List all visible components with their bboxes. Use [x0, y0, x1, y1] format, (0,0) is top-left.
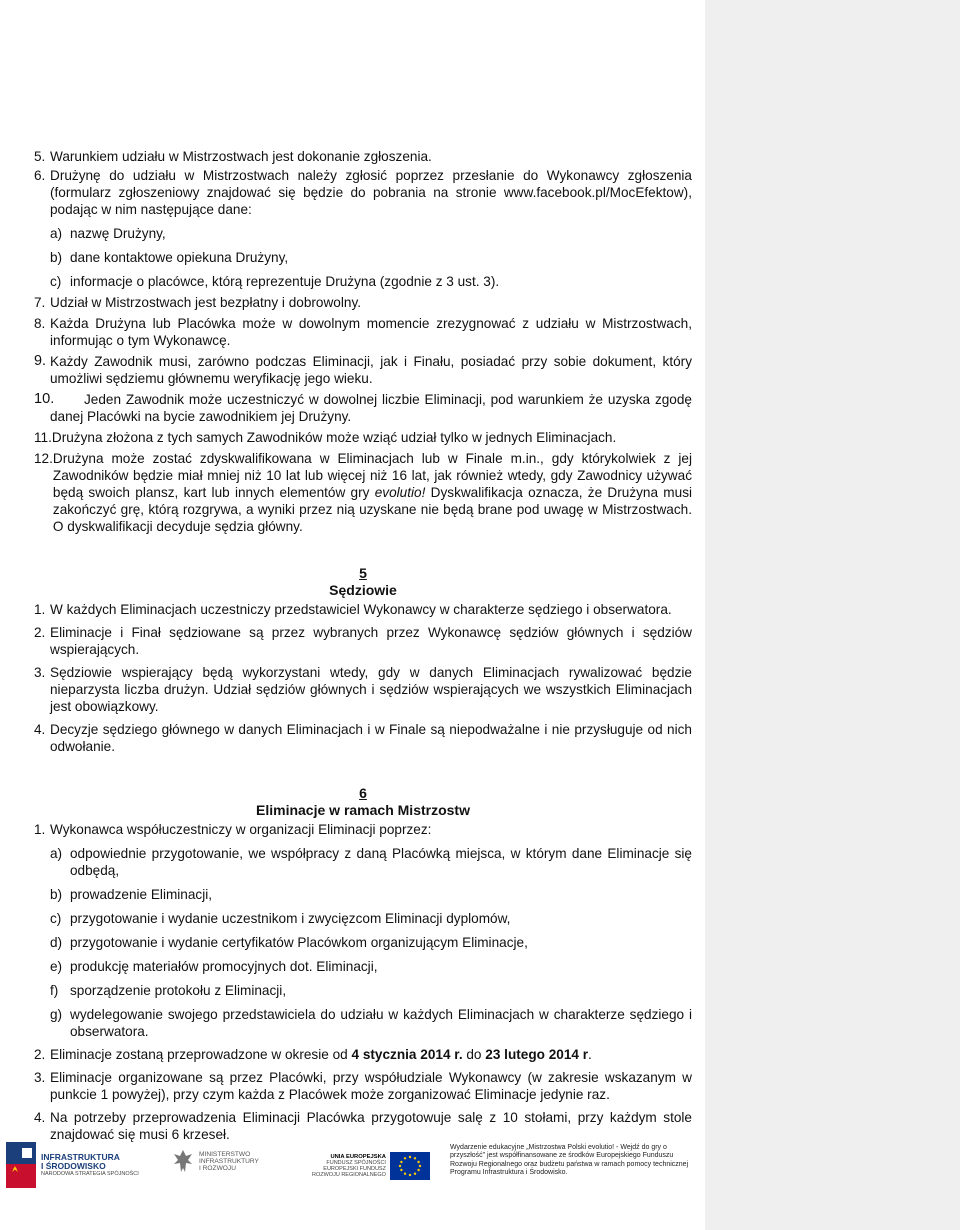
logo-line: EUROPEJSKI FUNDUSZ [323, 1166, 386, 1173]
item-text: Decyzje sędziego głównego w danych Eliminacjach i w Finale są niepodważalne i nie przysługuje od nich odwołanie. [50, 722, 692, 754]
list-item [34, 391, 692, 425]
item-text: Każdy Zawodnik musi, zarówno podczas Eliminacji, jak i Finału, posiadać przy sobie dokument, który umożliwi sędziemu głównemu weryfikację jego wieku. [50, 354, 692, 386]
sub-item [50, 249, 692, 266]
game-name: evolutio! [374, 485, 426, 500]
list-item [34, 1046, 692, 1063]
sub-text: prowadzenie Eliminacji, [70, 887, 213, 902]
sub-text: przygotowanie i wydanie uczestnikom i zwycięzcom Eliminacji dyplomów, [70, 911, 511, 926]
sub-item [50, 934, 692, 951]
sub-letter: b) [50, 250, 63, 265]
nss-emblem-icon [6, 1142, 36, 1188]
sub-text: sporządzenie protokołu z Eliminacji, [70, 983, 287, 998]
logo-line: I ŚRODOWISKO [41, 1161, 106, 1171]
list-item [34, 721, 692, 755]
item-number: 2. [34, 625, 46, 640]
item-text-part: Eliminacje zostaną przeprowadzone w okresie od [50, 1047, 352, 1062]
sub-item [50, 910, 692, 927]
sub-text: nazwę Drużyny, [70, 226, 166, 241]
logo-line: NARODOWA STRATEGIA SPÓJNOŚCI [41, 1171, 139, 1177]
eagle-emblem-icon [172, 1148, 194, 1174]
item-number: 11. [34, 430, 52, 445]
sub-letter: a) [50, 226, 63, 241]
item-text-part: Dyskwalifikacja oznacza, że Drużyna musi zakończyć grę, którą rozgrywa, a wyniki przez nią uzyskane nie będą brane pod uwagę w Mistrzostwach. O dyskwalifikacji decyduje sędzia główny. [52, 485, 693, 534]
item-number: 2. [34, 1047, 46, 1062]
sub-item [50, 1006, 692, 1040]
item-number: 1. [34, 602, 46, 617]
item-text: Udział w Mistrzostwach jest bezpłatny i dobrowolny. [50, 295, 362, 310]
logo-line: INFRASTRUKTURY [199, 1157, 259, 1165]
item-number: 4. [34, 1110, 46, 1125]
section-number: 6 [359, 785, 367, 801]
item-text: Eliminacje organizowane są przez Placówki, przy współudziale Wykonawcy (w zakresie wskazanym w punkcie 1 powyżej), przy czym każda z Placówek może zorganizować Eliminacje jedynie raz. [50, 1070, 692, 1102]
logo-line: MINISTERSTWO [199, 1150, 251, 1158]
list-item [34, 450, 692, 535]
item-text: Sędziowie wspierający będą wykorzystani wtedy, gdy w danych Eliminacjach rywalizować będzie nieparzysta liczba drużyn. Udział sędziów głównych i sędziów wspierających we wszystkich Eliminacjach jest obowiązkowy. [50, 665, 692, 714]
item-number: 8. [34, 316, 46, 331]
item-number: 3. [34, 665, 46, 680]
logo-line: I ROZWOJU [199, 1164, 236, 1172]
item-text: Eliminacje i Finał sędziowane są przez wybranych przez Wykonawcę sędziów głównych i sędziów wspierających. [50, 625, 692, 657]
item-number: 4. [34, 722, 46, 737]
list-item [34, 821, 692, 838]
sub-text: dane kontaktowe opiekuna Drużyny, [70, 250, 289, 265]
sub-letter: b) [50, 887, 63, 902]
list-item [34, 1069, 692, 1103]
list-item [34, 601, 692, 618]
sub-letter: g) [50, 1007, 63, 1022]
logo-text [199, 1151, 259, 1172]
logo-unia-europejska [312, 1152, 430, 1180]
logo-line: ROZWOJU REGIONALNEGO [312, 1172, 386, 1179]
item-number: 1. [34, 822, 46, 837]
list-item [34, 148, 692, 165]
item-number: 7. [34, 295, 46, 310]
item-text-part: . [588, 1047, 592, 1062]
sub-letter: e) [50, 959, 63, 974]
sub-item [50, 958, 692, 975]
document-page [34, 148, 692, 1143]
item-number: 10. [34, 391, 55, 407]
funding-note [450, 1144, 695, 1178]
sub-item [50, 982, 692, 999]
sub-text: wydelegowanie swojego przedstawiciela do udziału w każdych Eliminacjach w charakterze sędziego i obserwatora. [70, 1007, 692, 1039]
start-date: 4 stycznia 2014 r. [351, 1047, 463, 1062]
list-item [34, 294, 692, 311]
sub-text: przygotowanie i wydanie certyfikatów Placówkom organizującym Eliminacje, [70, 935, 528, 950]
list-item [34, 353, 692, 387]
sub-letter: c) [50, 274, 62, 289]
sub-text: produkcję materiałów promocyjnych dot. Eliminacji, [70, 959, 378, 974]
logo-ministerstwo [172, 1148, 259, 1174]
eu-flag-icon [390, 1152, 430, 1180]
list-item [34, 167, 692, 218]
item-text: Wykonawca współuczestniczy w organizacji Eliminacji poprzez: [50, 822, 432, 837]
list-item [34, 429, 692, 446]
item-text: W każdych Eliminacjach uczestniczy przedstawiciel Wykonawcy w charakterze sędziego i obserwatora. [50, 602, 672, 617]
list-item [34, 315, 692, 349]
item-text-part: do [462, 1047, 486, 1062]
sub-letter: d) [50, 935, 63, 950]
item-text: Drużyna złożona z tych samych Zawodników może wziąć udział tylko w jednych Eliminacjach. [51, 430, 617, 445]
sub-text: odpowiednie przygotowanie, we współpracy z daną Placówką miejsca, w którym dane Eliminacje się odbędą, [70, 846, 692, 878]
sub-letter: c) [50, 911, 62, 926]
item-text-body: Jeden Zawodnik może uczestniczyć w dowolnej liczbie Eliminacji, pod warunkiem że uzyska zgodę danej Placówki na bycie zawodnikiem jej Drużyny. [50, 392, 692, 424]
logo-line: UNIA EUROPEJSKA [330, 1153, 386, 1160]
sub-item [50, 273, 692, 290]
logo-line: FUNDUSZ SPÓJNOŚCI [326, 1160, 386, 1167]
section-number: 5 [359, 565, 367, 581]
sub-item [50, 886, 692, 903]
sub-letter: f) [50, 983, 59, 998]
item-text: Każda Drużyna lub Placówka może w dowolnym momencie zrezygnować z udziału w Mistrzostwach, informując o tym Wykonawcę. [50, 316, 692, 348]
section-title: Eliminacje w ramach Mistrzostw [256, 802, 470, 818]
item-number: 9. [34, 353, 47, 369]
logo-infrastruktura [6, 1142, 139, 1188]
item-number: 6. [34, 168, 46, 183]
item-text-part: Drużyna może zostać zdyskwalifikowana w Eliminacjach lub w Finale m.in., gdy którykolwiek z jej Zawodników będzie miał mniej niż 10 lat lub więcej niż 16 lat, jak również wtedy, gdy Zawodnicy używać będą swoich plansz, kart lub innych elementów gry [52, 451, 692, 500]
list-item [34, 624, 692, 658]
side-panel [705, 0, 960, 1230]
end-date: 23 lutego 2014 r [485, 1047, 589, 1062]
sub-letter: a) [50, 846, 63, 861]
sub-item [50, 225, 692, 242]
list-item [34, 664, 692, 715]
item-number: 3. [34, 1070, 46, 1085]
item-text [50, 391, 692, 425]
item-text: Warunkiem udziału w Mistrzostwach jest dokonanie zgłoszenia. [50, 149, 432, 164]
item-number: 5. [34, 149, 46, 164]
section-title: Sędziowie [329, 582, 397, 598]
item-text: Na potrzeby przeprowadzenia Eliminacji Placówka przygotowuje salę z 10 stołami, przy każdym stole znajdować się musi 6 krzeseł. [50, 1110, 692, 1142]
item-text [53, 450, 692, 535]
item-number: 12. [34, 451, 53, 466]
logo-text [41, 1153, 139, 1177]
logo-line: INFRASTRUKTURA [41, 1152, 120, 1162]
footer-logos [0, 1138, 705, 1198]
logo-text [312, 1154, 386, 1179]
sub-text: informacje o placówce, którą reprezentuje Drużyna (zgodnie z 3 ust. 3). [70, 274, 500, 289]
item-text [50, 1046, 692, 1063]
sub-item [50, 845, 692, 879]
funding-text: Wydarzenie edukacyjne „Mistrzostwa Polski evolutio! - Wejdź do gry o przyszłość” jest współfinansowane ze środków Europejskiego Funduszu Rozwoju Regionalnego oraz budżetu państwa w ramach pomocy technicznej Programu Infrastruktura i Środowisko. [450, 1144, 689, 1177]
item-text: Drużynę do udziału w Mistrzostwach należy zgłosić poprzez przesłanie do Wykonawcy zgłoszenia (formularz zgłoszeniowy znajdować się będzie do pobrania na stronie www.facebook.pl/MocEfektow), podając w nim następujące dane: [50, 168, 692, 217]
